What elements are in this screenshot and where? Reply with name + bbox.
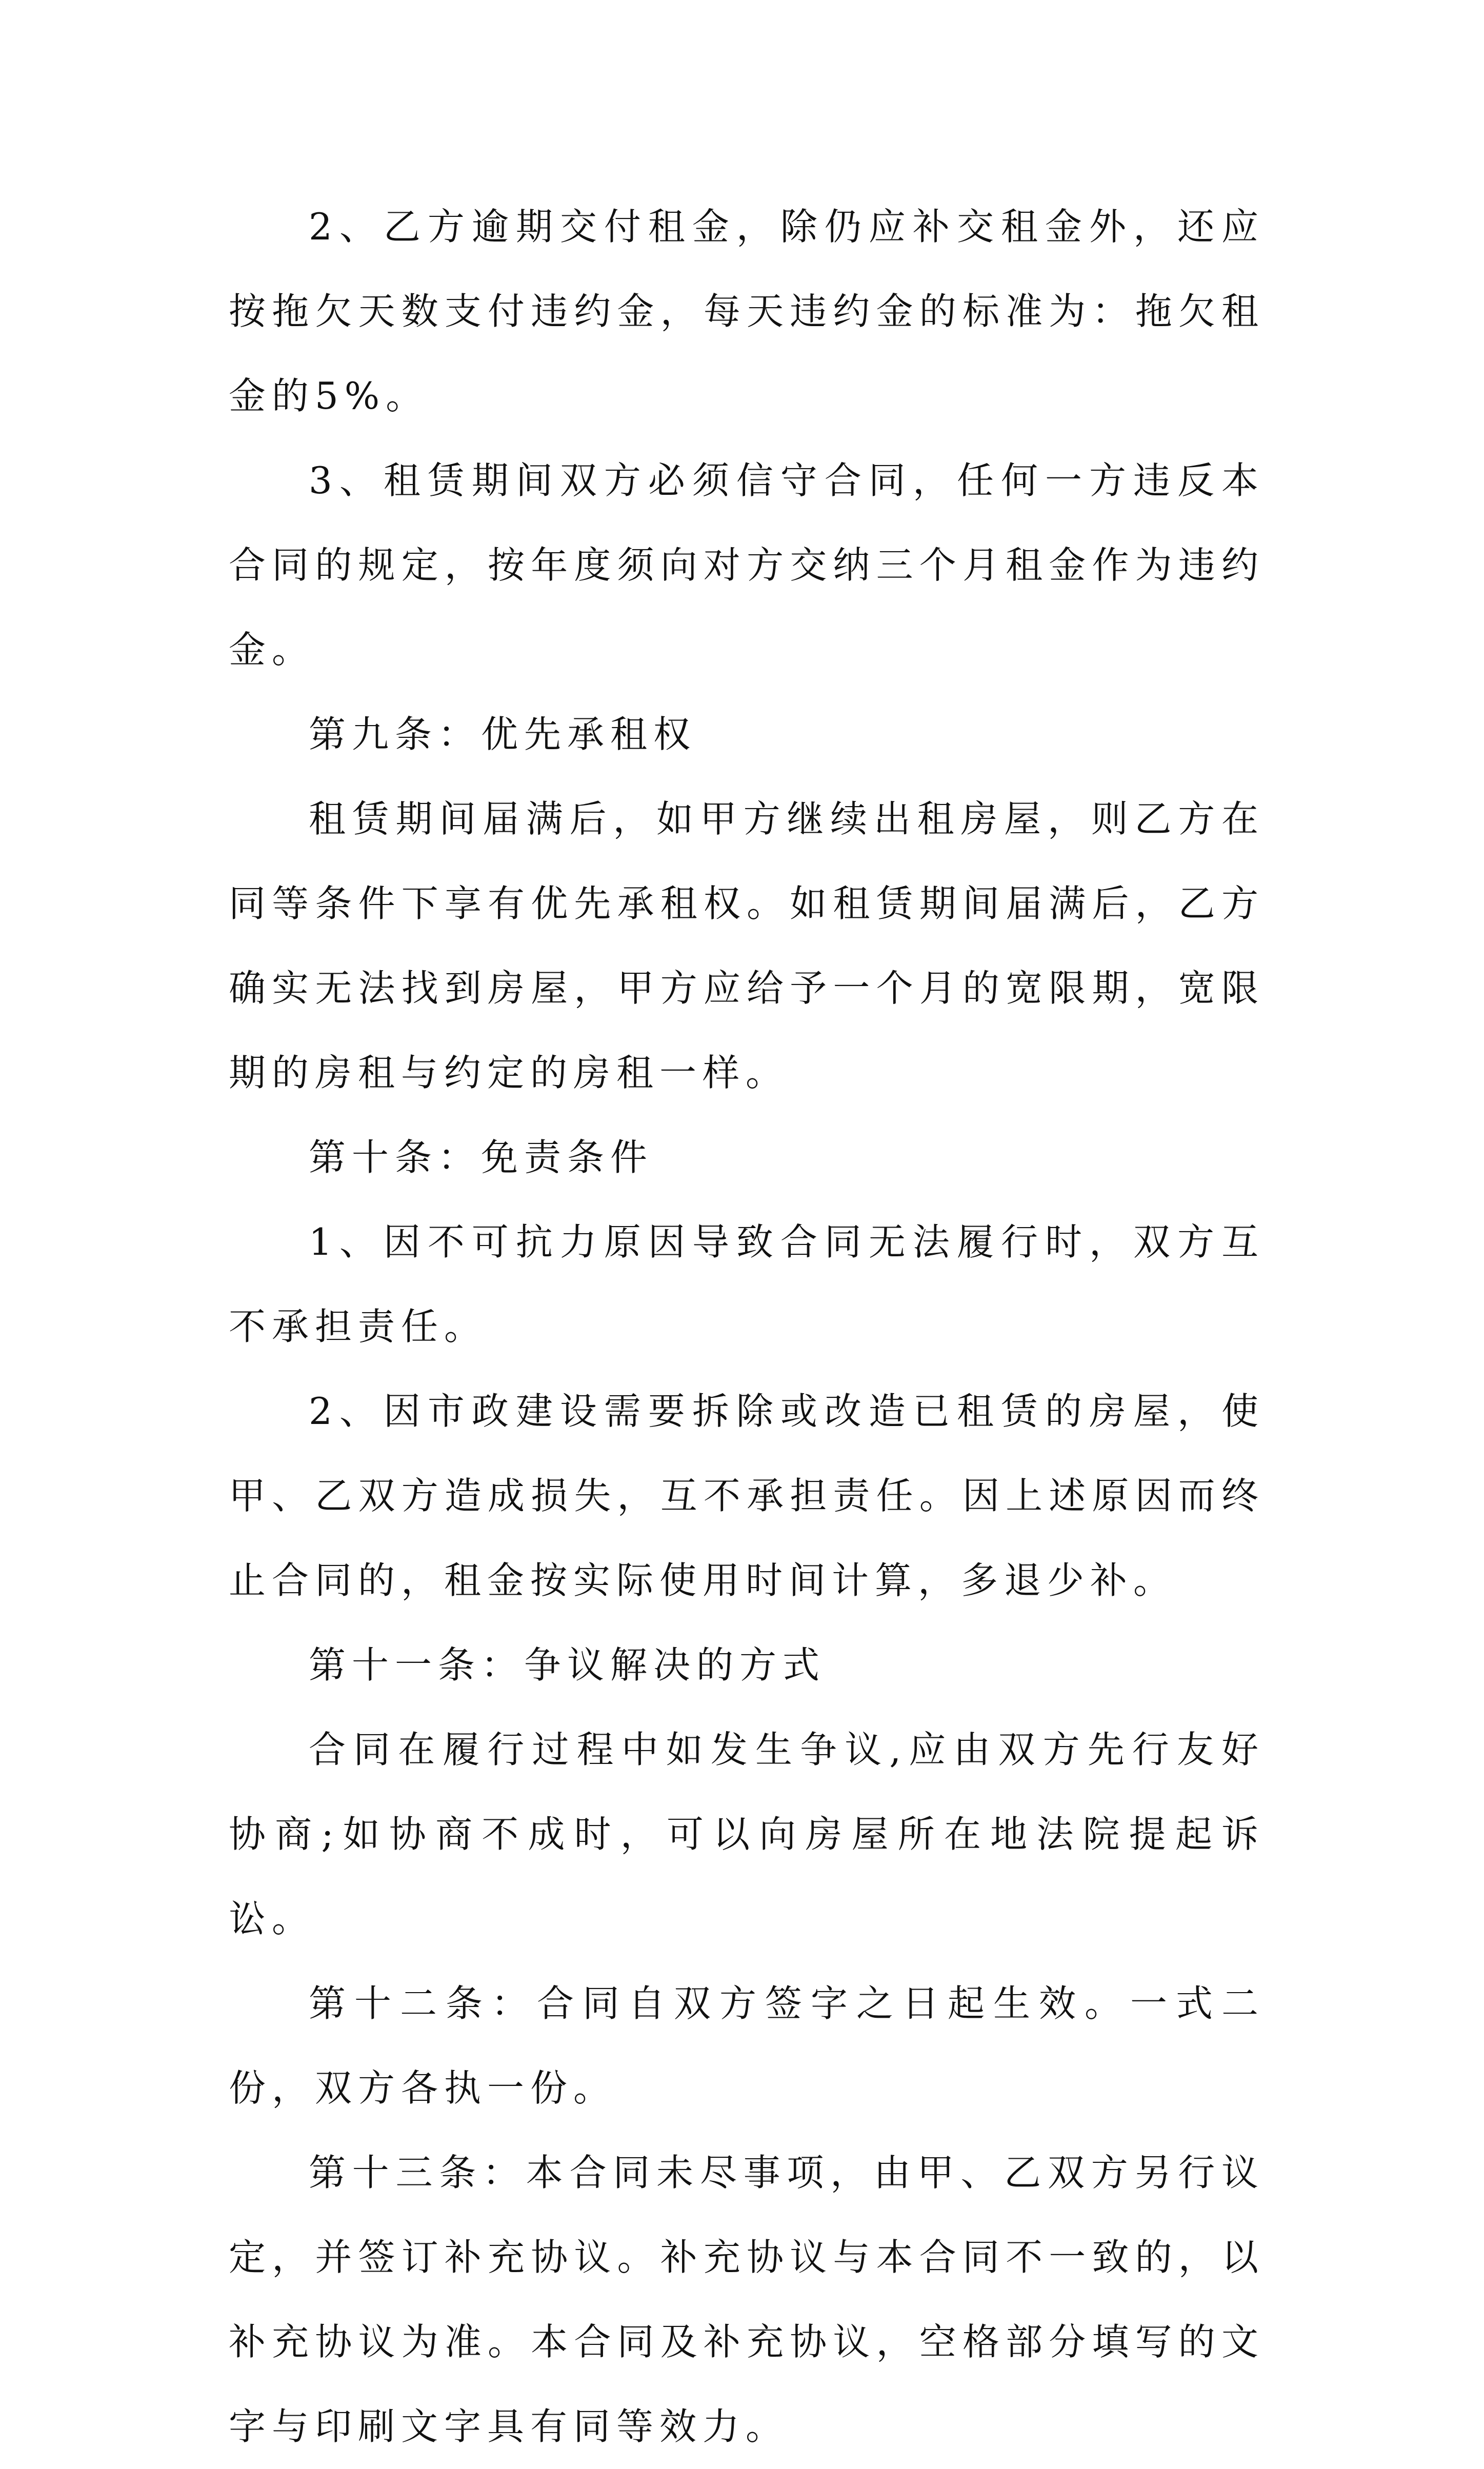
- article-9-heading: 第九条：优先承租权: [309, 713, 697, 756]
- paragraph-municipal-demolition: 2、因市政建设需要拆除或改造已租赁的房屋，使甲、乙双方造成损失，互不承担责任。因上述原因而终止合同的，租金按实际使用时间计算，多退少补。: [229, 1390, 1265, 1602]
- article-10-heading: 第十条：免责条件: [309, 1136, 654, 1179]
- paragraph-breach-penalty: 3、租赁期间双方必须信守合同，任何一方违反本合同的规定，按年度须向对方交纳三个月租金作为违约金。: [229, 459, 1265, 671]
- paragraph-late-rent-penalty: 2、乙方逾期交付租金，除仍应补交租金外，还应按拖欠天数支付违约金，每天违约金的标准为：拖欠租金的5%。: [229, 205, 1265, 417]
- article-13-paragraph: 第十三条：本合同未尽事项，由甲、乙双方另行议定，并签订补充协议。补充协议与本合同不一致的，以补充协议为准。本合同及补充协议，空格部分填写的文字与印刷文字具有同等效力。: [229, 2151, 1265, 2448]
- paragraph-force-majeure: 1、因不可抗力原因导致合同无法履行时，双方互不承担责任。: [229, 1220, 1265, 1348]
- document-page: [229, 185, 1265, 2469]
- article-11-heading: 第十一条：争议解决的方式: [309, 1643, 826, 1687]
- paragraph-dispute-resolution: 合同在履行过程中如发生争议,应由双方先行友好协商;如协商不成时，可以向房屋所在地法院提起诉讼。: [229, 1728, 1265, 1940]
- paragraph-priority-lease: 租赁期间届满后，如甲方继续出租房屋，则乙方在同等条件下享有优先承租权。如租赁期间届满后，乙方确实无法找到房屋，甲方应给予一个月的宽限期，宽限期的房租与约定的房租一样。: [229, 797, 1265, 1094]
- article-12-paragraph: 第十二条：合同自双方签字之日起生效。一式二份，双方各执一份。: [229, 1982, 1265, 2110]
